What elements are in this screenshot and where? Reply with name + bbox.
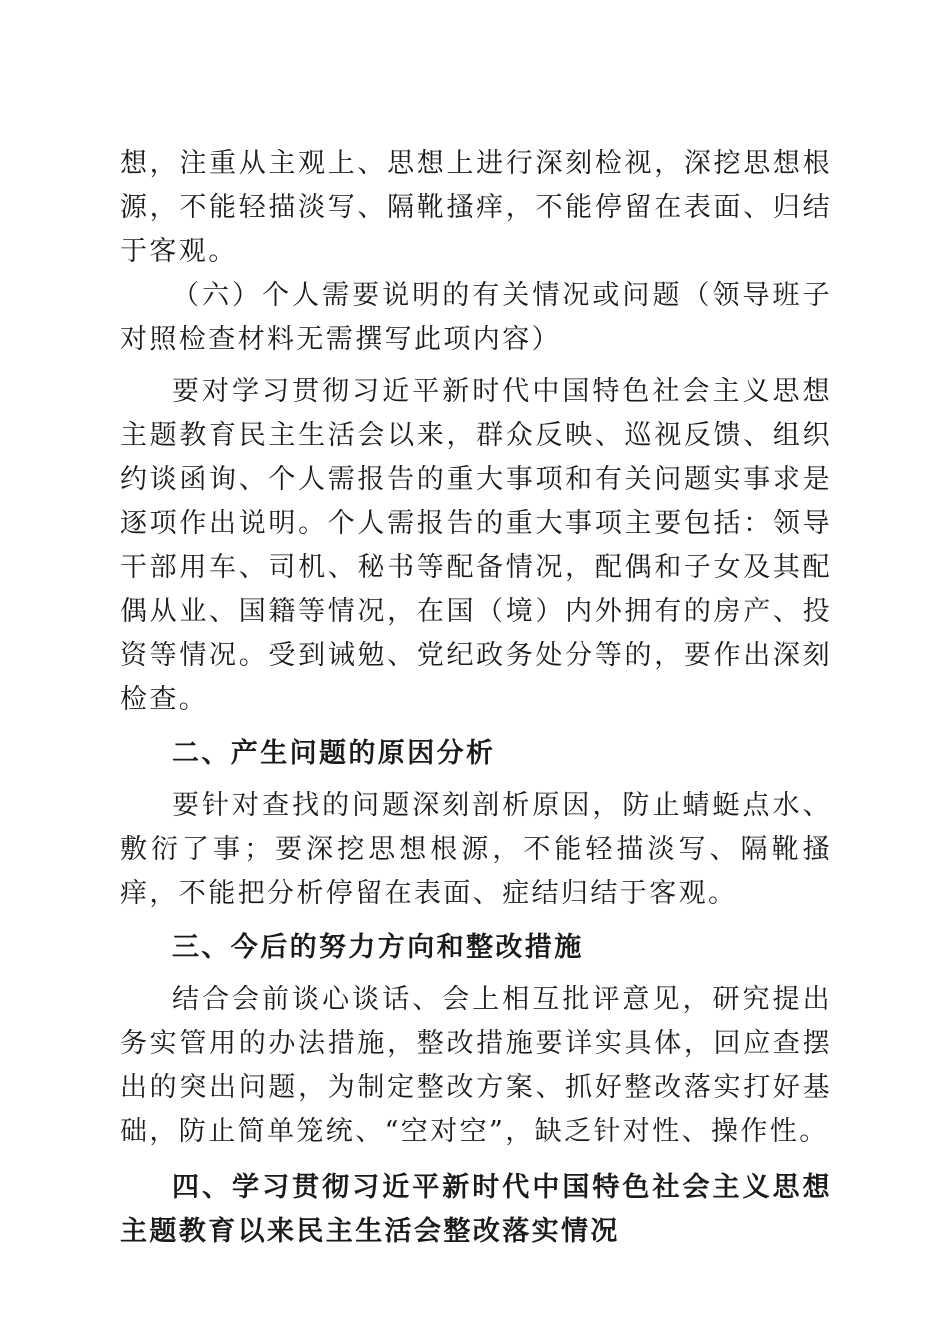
heading-4: 四、学习贯彻习近平新时代中国特色社会主义思想主题教育以来民主生活会整改落实情况 — [120, 1172, 832, 1247]
section-6-title: （六）个人需要说明的有关情况或问题（领导班子对照检查材料无需撰写此项内容） — [120, 280, 832, 355]
heading-3-body: 结合会前谈心谈话、会上相互批评意见，研究提出务实管用的办法措施，整改措施要详实具体，回应查摆出的突出问题，为制定整改方案、抓好整改落实打好基础，防止简单笼统、“空对空”，缺乏针对性、操作性。 — [120, 984, 832, 1147]
continuation-paragraph: 想，注重从主观上、思想上进行深刻检视，深挖思想根源，不能轻描淡写、隔靴搔痒，不能停留在表面、归结于客观。 — [120, 148, 832, 267]
heading-3: 三、今后的努力方向和整改措施 — [172, 932, 584, 963]
section-6-body: 要对学习贯彻习近平新时代中国特色社会主义思想主题教育民主生活会以来，群众反映、巡视反馈、组织约谈函询、个人需报告的重大事项和有关问题实事求是逐项作出说明。个人需报告的重大事项主要包括：领导干部用车、司机、秘书等配备情况，配偶和子女及其配偶从业、国籍等情况，在国（境）内外拥有的房产、投资等情况。受到诫勉、党纪政务处分等的，要作出深刻检查。 — [120, 376, 832, 715]
heading-2: 二、产生问题的原因分析 — [172, 738, 496, 769]
document-body — [120, 142, 832, 1254]
heading-2-body: 要针对查找的问题深刻剖析原因，防止蜻蜓点水、敷衍了事；要深挖思想根源，不能轻描淡写、隔靴搔痒，不能把分析停留在表面、症结归结于客观。 — [120, 790, 832, 909]
